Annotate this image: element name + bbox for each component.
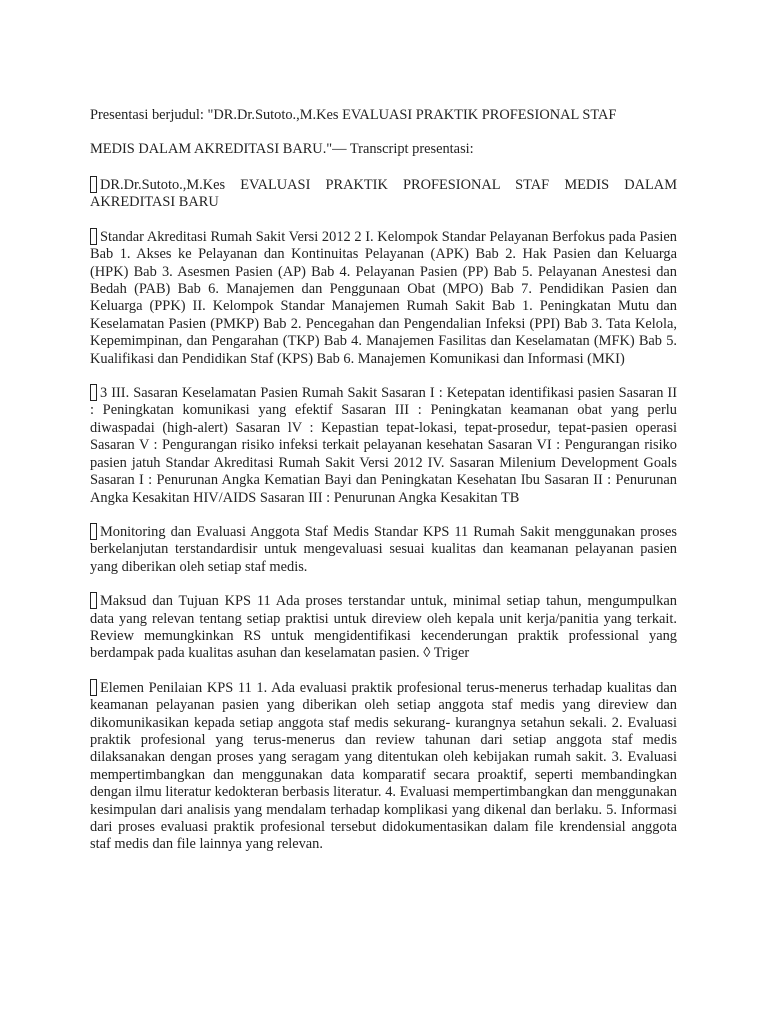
missing-glyph-box-icon bbox=[90, 592, 97, 609]
missing-glyph-box-icon bbox=[90, 228, 97, 245]
slide-text: Standar Akreditasi Rumah Sakit Versi 2012 2 I. Kelompok Standar Pelayanan Berfokus pada Pasien Bab 1. Akses ke Pelayanan dan Kontinuitas Pelayanan (APK) Bab 2. Hak Pasien dan Keluarga (HPK) Bab 3. Asesmen Pasien (AP) Bab 4. Pelayanan Pasien (PP) Bab 5. Pelayanan Anestesi dan Bedah (PAB) Bab 6. Manajemen dan Penggunaan Obat (MPO) Bab 7. Pendidikan Pasien dan Keluarga (PPK) II. Kelompok Standar Manajemen Rumah Sakit Bab 1. Peningkatan Mutu dan Keselamatan Pasien (PMKP) Bab 2. Pencegahan dan Pengendalian Infeksi (PPI) Bab 3. Tata Kelola, Kepemimpinan, dan Pengarahan (TKP) Bab 4. Manajemen Fasilitas dan Keselamatan (MFK) Bab 5. Kualifikasi dan Pendidikan Staf (KPS) Bab 6. Manajemen Komunikasi dan Informasi (MKI) bbox=[90, 228, 677, 367]
spacer bbox=[90, 158, 677, 176]
slide-text: DR.Dr.Sutoto.,M.Kes EVALUASI PRAKTIK PROFESIONAL STAF MEDIS DALAM AKREDITASI BARU bbox=[90, 177, 677, 211]
missing-glyph-box-icon bbox=[90, 523, 97, 540]
intro-line-2: MEDIS DALAM AKREDITASI BARU."— Transcript presentasi: bbox=[90, 141, 474, 157]
slide-text: Maksud dan Tujuan KPS 11 Ada proses terstandar untuk, minimal setiap tahun, mengumpulkan data yang relevan tentang setiap praktisi untuk direview oleh kepala unit kerja/panitia yang terkait. Review memungkinkan RS untuk mengidentifikasi kecenderungan praktik professional yang berdampak pada kualitas asuhan dan keselamatan pasien. ◊ Triger bbox=[90, 593, 677, 662]
missing-glyph-box-icon bbox=[90, 384, 97, 401]
slide-text: 3 III. Sasaran Keselamatan Pasien Rumah Sakit Sasaran I : Ketepatan identifikasi pasien Sasaran II : Peningkatan komunikasi yang efektif Sasaran III : Peningkatan keamanan obat yang perlu diwaspadai (high-alert) Sasaran lV : Kepastian tepat-lokasi, tepat-prosedur, tepat-pasien operasi Sasaran V : Pengurangan risiko infeksi terkait pelayanan kesehatan Sasaran VI : Pengurangan risiko pasien jatuh Standar Akreditasi Rumah Sakit Versi 2012 IV. Sasaran Milenium Development Goals Sasaran I : Penurunan Angka Kematian Bayi dan Peningkatan Kesehatan Ibu Sasaran II : Penurunan Angka Kesakitan HIV/AIDS Sasaran III : Penurunan Angka Kesakitan TB bbox=[90, 385, 677, 506]
intro-line-1: Presentasi berjudul: "DR.Dr.Sutoto.,M.Kes EVALUASI PRAKTIK PROFESIONAL STAF bbox=[90, 107, 617, 123]
slide-paragraph bbox=[90, 176, 677, 212]
slide-paragraph bbox=[90, 679, 677, 854]
slide-text: Monitoring dan Evaluasi Anggota Staf Medis Standar KPS 11 Rumah Sakit menggunakan proses berkelanjutan terstandardisir untuk mengevaluasi sesuai kualitas dan keamanan pelayanan pasien yang diberikan oleh setiap staf medis. bbox=[90, 523, 677, 575]
slide-text: Elemen Penilaian KPS 11 1. Ada evaluasi praktik profesional terus-menerus terhadap kualitas dan keamanan pelayanan pasien yang diberikan oleh setiap anggota staf medis yang direview dan dikomunikasikan kepada setiap anggota staf medis sekurang- kurangnya setahun sekali. 2. Evaluasi praktik profesional yang terus-menerus dan review tahunan dari setiap anggota staf medis dilaksanakan dengan proses yang seragam yang ditentukan oleh kebijakan rumah sakit. 3. Evaluasi mempertimbangkan dan menggunakan data komparatif secara proaktif, seperti membandingkan dengan ilmu literatur kedokteran berbasis literatur. 4. Evaluasi mempertimbangkan dan menggunakan kesimpulan dari analisis yang mendalam terhadap komplikasi yang dikenal dan berlaku. 5. Informasi dari proses evaluasi praktik profesional tersebut didokumentasikan dalam file krendensial anggota staf medis dan file lainnya yang relevan. bbox=[90, 679, 677, 853]
slide-paragraph bbox=[90, 228, 677, 368]
missing-glyph-box-icon bbox=[90, 679, 97, 696]
document-page bbox=[90, 106, 677, 870]
slide-paragraph bbox=[90, 384, 677, 507]
slide-paragraph bbox=[90, 523, 677, 576]
slide-paragraph bbox=[90, 592, 677, 663]
missing-glyph-box-icon bbox=[90, 176, 97, 193]
